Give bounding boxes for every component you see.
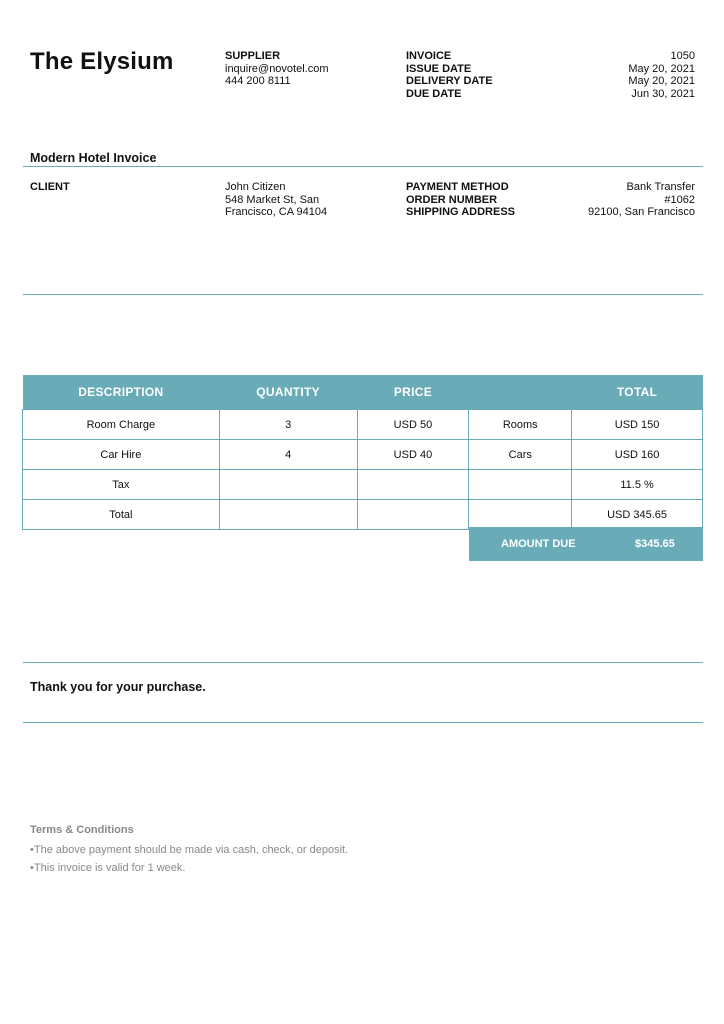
payment-labels bbox=[406, 181, 515, 219]
terms-item: • This invoice is valid for 1 week. bbox=[30, 859, 348, 877]
cell-description: Total bbox=[23, 500, 220, 530]
cell-price: USD 50 bbox=[357, 410, 469, 440]
cell-price: USD 40 bbox=[357, 440, 469, 470]
cell-total: USD 345.65 bbox=[572, 500, 703, 530]
table-row bbox=[23, 470, 703, 500]
table-row bbox=[23, 500, 703, 530]
terms-item: • The above payment should be made via cash, check, or deposit. bbox=[30, 841, 348, 859]
due-date-label: DUE DATE bbox=[406, 87, 462, 100]
terms-title: Terms & Conditions bbox=[30, 824, 134, 836]
due-date-value: Jun 30, 2021 bbox=[631, 87, 695, 100]
column-header-description: DESCRIPTION bbox=[23, 375, 220, 410]
supplier-email: inquire@novotel.com bbox=[225, 63, 329, 75]
cell-price bbox=[357, 500, 469, 530]
invoice-meta-values bbox=[560, 50, 695, 100]
client-address-line2: Francisco, CA 94104 bbox=[225, 206, 328, 218]
divider bbox=[23, 166, 703, 167]
cell-description: Car Hire bbox=[23, 440, 220, 470]
invoice-title: Modern Hotel Invoice bbox=[30, 151, 157, 165]
payment-values bbox=[545, 181, 695, 219]
client-label: CLIENT bbox=[30, 181, 70, 193]
shipping-address-label: SHIPPING ADDRESS bbox=[406, 206, 516, 218]
cell-total: USD 160 bbox=[572, 440, 703, 470]
cell-price bbox=[357, 470, 469, 500]
column-header-blank bbox=[469, 375, 572, 410]
shipping-address-value: 92100, San Francisco bbox=[587, 206, 695, 218]
thank-you-message: Thank you for your purchase. bbox=[30, 680, 206, 694]
order-number-label: ORDER NUMBER bbox=[406, 193, 498, 206]
delivery-date-label: DELIVERY DATE bbox=[406, 75, 493, 87]
cell-description: Room Charge bbox=[23, 410, 220, 440]
column-header-quantity: QUANTITY bbox=[219, 375, 357, 410]
divider bbox=[23, 722, 703, 723]
cell-unit bbox=[469, 470, 572, 500]
payment-method-value: Bank Transfer bbox=[626, 181, 695, 193]
cell-description: Tax bbox=[23, 470, 220, 500]
table-row bbox=[23, 410, 703, 440]
company-name: The Elysium bbox=[30, 48, 174, 75]
column-header-total: TOTAL bbox=[572, 375, 703, 410]
cell-quantity bbox=[219, 470, 357, 500]
client-name: John Citizen bbox=[225, 181, 286, 193]
invoice-number-value: 1050 bbox=[670, 50, 695, 62]
cell-quantity: 4 bbox=[219, 440, 357, 470]
supplier-phone: 444 200 8111 bbox=[225, 75, 291, 87]
issue-date-value: May 20, 2021 bbox=[628, 62, 695, 75]
client-details bbox=[225, 181, 327, 219]
divider bbox=[23, 662, 703, 663]
cell-unit bbox=[469, 500, 572, 530]
amount-due-value: $345.65 bbox=[635, 538, 675, 550]
cell-quantity bbox=[219, 500, 357, 530]
terms-list bbox=[30, 841, 348, 877]
supplier-label: SUPPLIER bbox=[225, 50, 281, 62]
invoice-number-label: INVOICE bbox=[406, 50, 452, 62]
cell-quantity: 3 bbox=[219, 410, 357, 440]
payment-method-label: PAYMENT METHOD bbox=[406, 181, 509, 193]
table-row bbox=[23, 440, 703, 470]
invoice-meta-labels bbox=[406, 50, 493, 100]
divider bbox=[23, 294, 703, 295]
amount-due-box bbox=[469, 527, 703, 561]
cell-unit: Cars bbox=[469, 440, 572, 470]
line-items-table bbox=[22, 375, 703, 530]
client-address-line1: 548 Market St, San bbox=[225, 193, 320, 206]
column-header-price: PRICE bbox=[357, 375, 469, 410]
order-number-value: #1062 bbox=[664, 193, 695, 206]
cell-total: 11.5 % bbox=[572, 470, 703, 500]
issue-date-label: ISSUE DATE bbox=[406, 62, 472, 75]
table-header-row bbox=[23, 375, 703, 410]
delivery-date-value: May 20, 2021 bbox=[628, 75, 695, 87]
cell-unit: Rooms bbox=[469, 410, 572, 440]
amount-due-label: AMOUNT DUE bbox=[501, 538, 576, 550]
cell-total: USD 150 bbox=[572, 410, 703, 440]
